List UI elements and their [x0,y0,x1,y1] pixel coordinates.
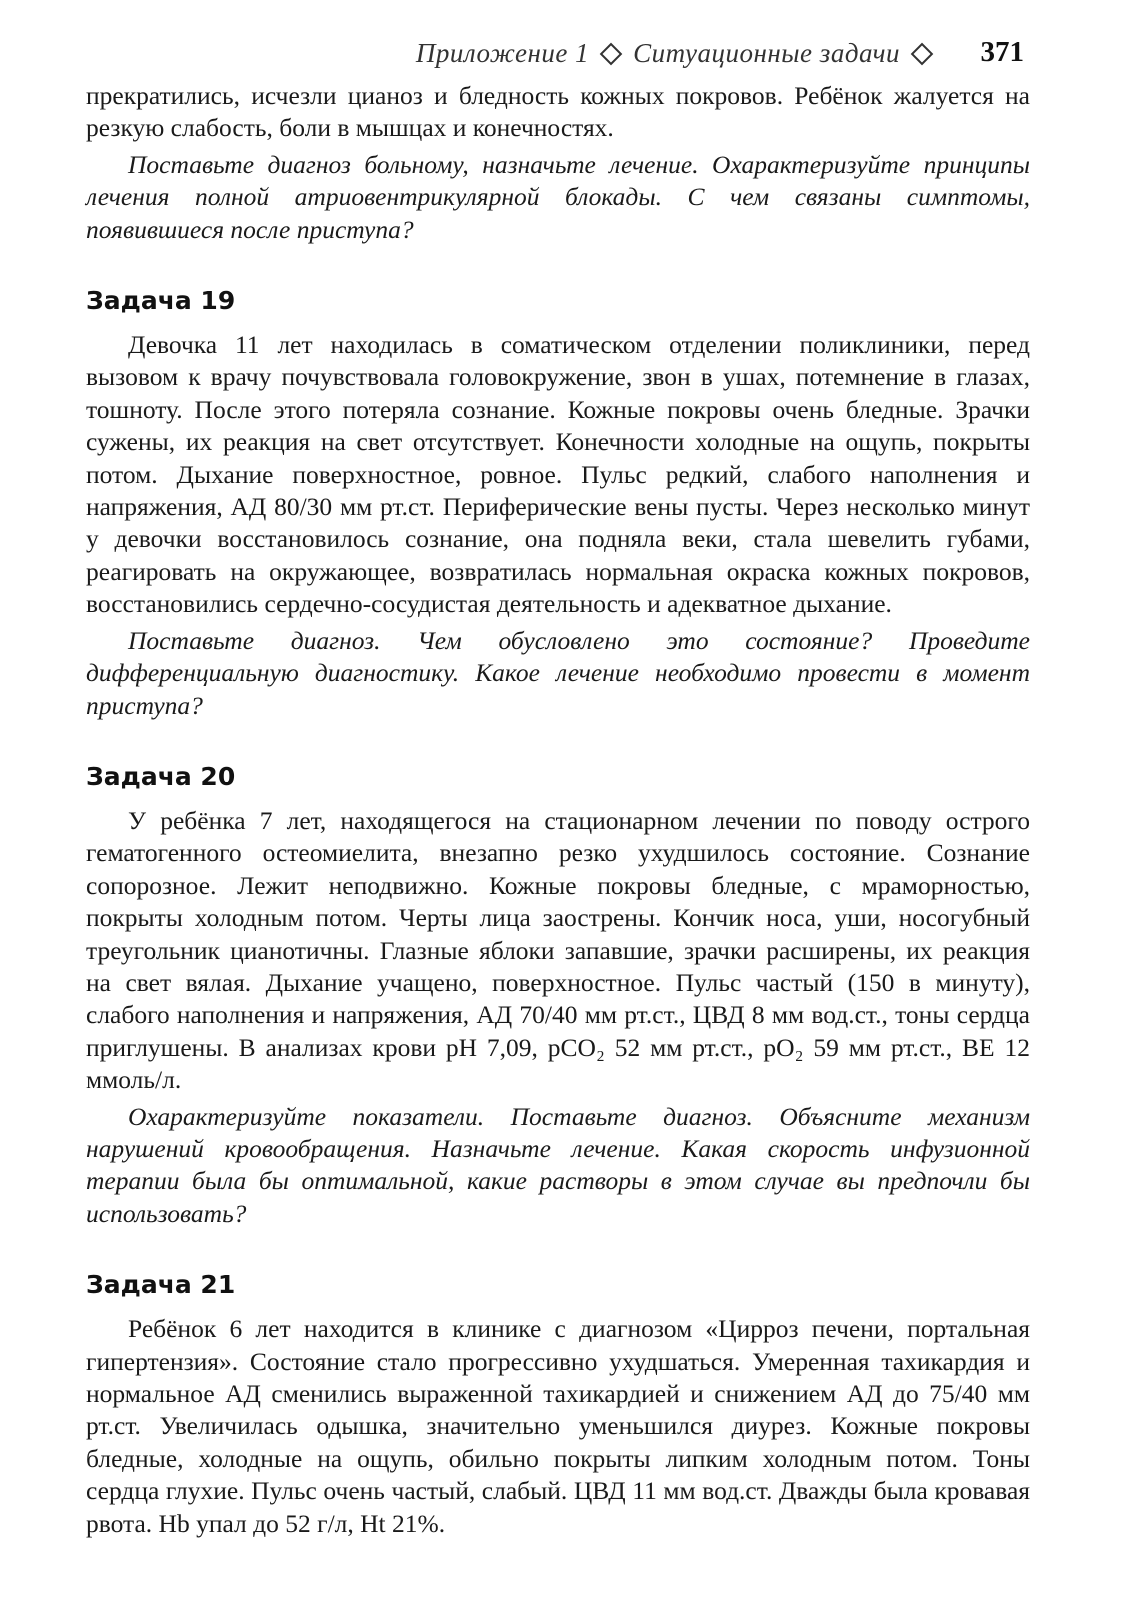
running-head-text [416,38,944,69]
running-title: Приложение 1 [415,38,590,68]
running-head [86,30,1030,80]
task-19-text: Девочка 11 лет находилась в соматическом отделении поликлиники, перед вызовом к врачу почувствовала головокружение, звон в ушах, потемнение в глазах, тошноту. После этого потеряла сознание. Кожные покровы очень бледные. Зрачки сужены, их реакция на свет отсутствует. Конечности холодные на ощупь, покрыты потом. Дыхание поверхностное, ровное. Пульс редкий, слабого наполнения и напряжения, АД 80/30 мм рт.ст. Периферические вены пусты. Через несколько минут у девочки восстановилось сознание, она подняла веки, стала шевелить губами, реагировать на окружающее, возвратилась нормальная окраска кожных покровов, восстановились сердечно-сосудистая деятельность и адекватное дыхание. [86,330,1030,619]
task-19-question: Поставьте диагноз. Чем обусловлено это состояние? Проведите дифференциальную диагностику. Какое лечение необходимо провести в момент приступа? [86,625,1030,720]
intro-question: Поставьте диагноз больному, назначьте лечение. Охарактеризуйте принципы лечения полной атриовентрикулярной блокады. С чем связаны симптомы, появившиеся после приступа? [86,149,1030,244]
task-20-title: Задача 20 [86,761,236,791]
task-20-question: Охарактеризуйте показатели. Поставьте диагноз. Объясните механизм нарушений кровообращения. Назначьте лечение. Какая скорость инфузионной терапии была бы оптимальной, какие растворы в этом случае вы предпочли бы использовать? [86,1101,1030,1228]
section-title: Ситуационные задачи [633,38,900,68]
page-number: 371 [980,36,1024,68]
task-21-title: Задача 21 [86,1270,236,1300]
task-21-text: Ребёнок 6 лет находится в клинике с диагнозом «Цирроз печени, портальная гипертензия». Состояние стало прогрессивно ухудшаться. Умеренная тахикардия и нормальное АД сменились выраженной тахикардией и снижением АД до 75/40 мм рт.ст. Увеличилась одышка, значительно уменьшился диурез. Кожные покровы бледные, холодные на ощупь, обильно покрыты липким холодным потом. Тоны сердца глухие. Пульс очень частый, слабый. ЦВД 11 мм вод.ст. Дважды была кровавая рвота. Hb упал до 52 г/л, Ht 21%. [86,1314,1030,1538]
task-20-text: У ребёнка 7 лет, находящегося на стационарном лечении по поводу острого гематогенного остеомиелита, внезапно резко ухудшилось состояние. Сознание сопорозное. Лежит неподвижно. Кожные покровы бледные, с мраморностью, покрыты холодным потом. Черты лица заострены. Кончик носа, уши, носогубный треугольник цианотичны. Глазные яблоки запавшие, зрачки расширены, их реакция на свет вялая. Дыхание учащено, поверхностное. Пульс частый (150 в минуту), слабого наполнения и напряжения, АД 70/40 мм рт.ст., ЦВД 8 мм вод.ст., тоны сердца приглушены. В анализах крови pH 7,09, pCO₂ 52 мм рт.ст., pO₂ 59 мм рт.ст., BE 12 ммоль/л. [86,805,1030,1095]
book-page [86,30,1030,1540]
diamond-separator-icon [600,43,623,66]
intro-paragraph: прекратились, исчезли цианоз и бледность кожных покровов. Ребёнок жалуется на резкую слабость, боли в мышцах и конечностях. [86,81,1030,143]
task-19-title: Задача 19 [86,286,236,316]
diamond-separator-icon [911,43,934,66]
